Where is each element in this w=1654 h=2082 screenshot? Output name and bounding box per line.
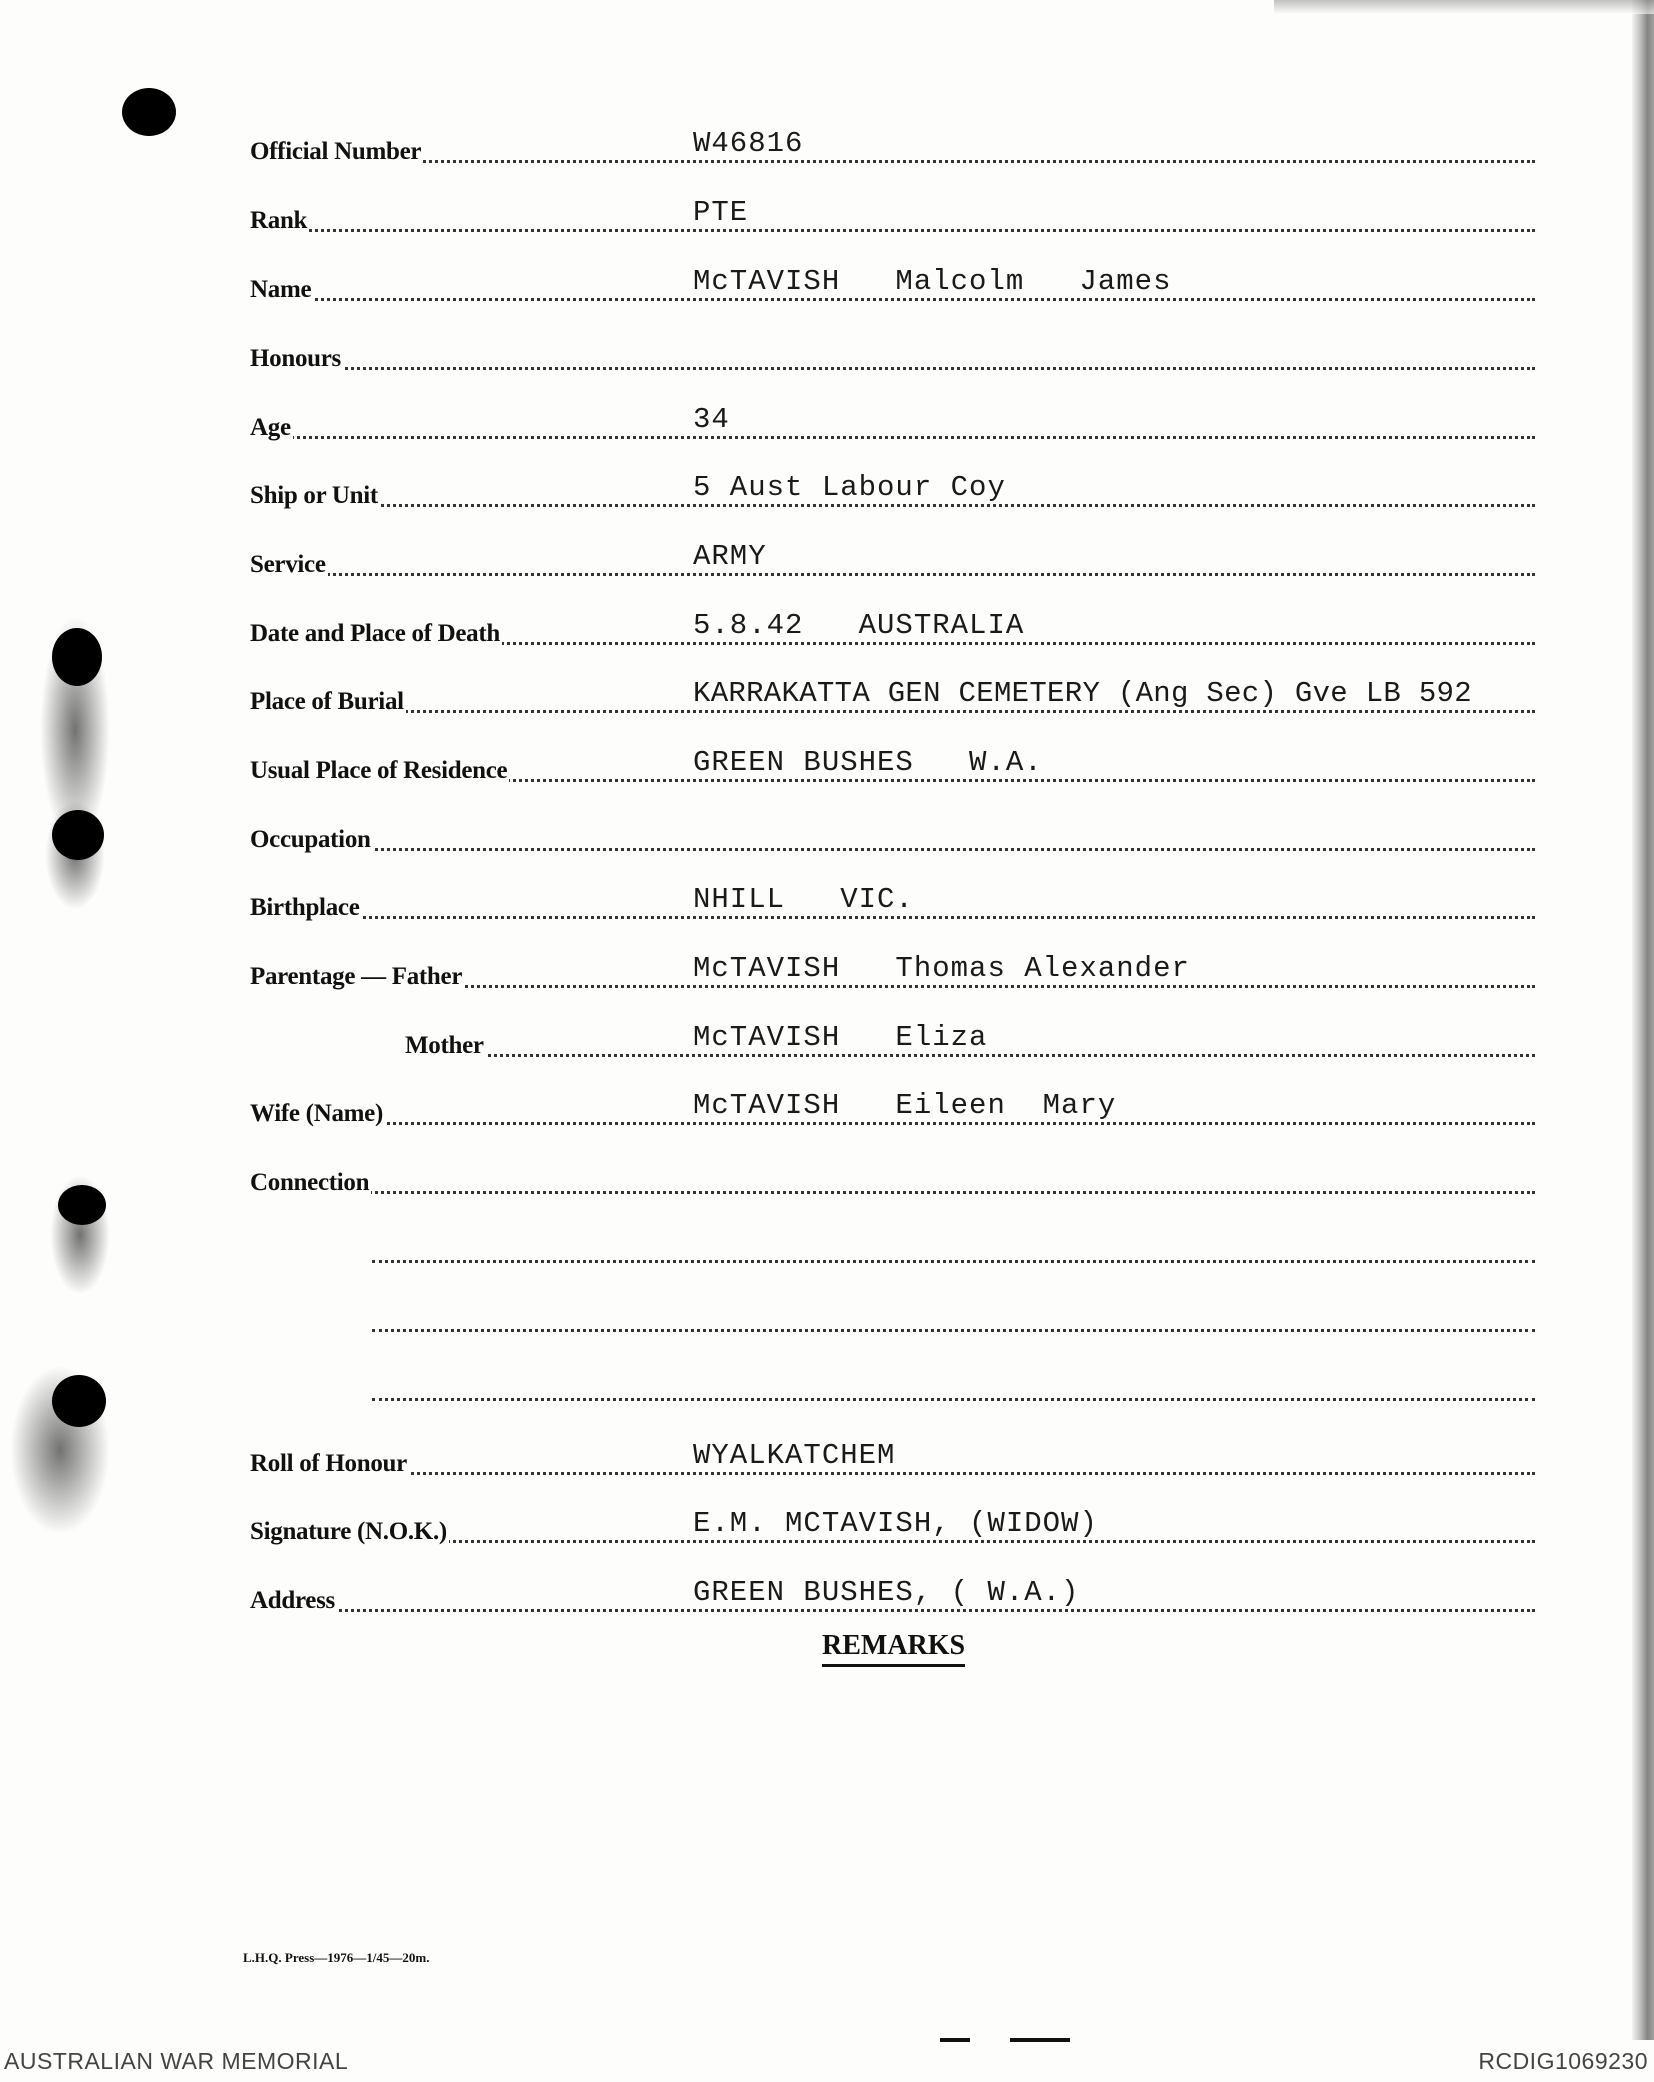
field-label: Signature (N.O.K.) — [250, 1518, 447, 1545]
field-ship-or-unit — [250, 456, 1535, 516]
blank-line — [250, 1212, 1535, 1272]
field-label: Official Number — [250, 138, 422, 165]
dotted-leader — [250, 710, 1535, 713]
scan-mark — [940, 2038, 970, 2042]
dotted-leader — [250, 573, 1535, 576]
dotted-leader — [250, 160, 1535, 163]
field-value: McTAVISH Thomas Alexander — [693, 952, 1190, 985]
field-address — [250, 1561, 1535, 1621]
punch-hole — [52, 810, 104, 860]
field-value: GREEN BUSHES, ( W.A.) — [693, 1576, 1080, 1609]
field-roll-of-honour — [250, 1424, 1535, 1484]
field-label: Rank — [250, 207, 308, 234]
credit-institution: AUSTRALIAN WAR MEMORIAL — [4, 2048, 349, 2074]
field-label: Address — [250, 1587, 335, 1614]
field-label: Roll of Honour — [250, 1450, 407, 1477]
field-value: WYALKATCHEM — [693, 1439, 896, 1472]
field-rank — [250, 181, 1535, 241]
field-honours — [250, 319, 1535, 379]
field-label: Ship or Unit — [250, 482, 378, 509]
dotted-leader — [250, 298, 1535, 301]
punch-hole — [122, 88, 176, 136]
field-value: E.M. MCTAVISH, (WIDOW) — [693, 1507, 1098, 1540]
field-label: Usual Place of Residence — [250, 757, 508, 784]
dotted-leader — [250, 504, 1535, 507]
field-occupation — [250, 800, 1535, 860]
dotted-leader — [372, 1329, 1535, 1332]
field-label: Age — [250, 414, 291, 441]
field-service — [250, 525, 1535, 585]
dotted-leader — [250, 1472, 1535, 1475]
dotted-leader — [250, 229, 1535, 232]
field-date-place-of-death — [250, 594, 1535, 654]
dotted-leader — [250, 848, 1535, 851]
field-signature-nok — [250, 1492, 1535, 1552]
punch-hole — [58, 1185, 106, 1225]
field-label: Name — [250, 276, 312, 303]
credit-record-id: RCDIG1069230 — [1478, 2048, 1648, 2074]
field-label: Connection — [250, 1169, 370, 1196]
field-label: Occupation — [250, 826, 371, 853]
dotted-leader — [250, 436, 1535, 439]
field-age — [250, 388, 1535, 448]
field-label: Honours — [250, 345, 341, 372]
blank-line — [250, 1281, 1535, 1341]
remarks-heading: REMARKS — [822, 1630, 965, 1667]
scan-mark — [1010, 2038, 1070, 2042]
field-value: GREEN BUSHES W.A. — [693, 746, 1043, 779]
blank-line — [250, 1350, 1535, 1410]
print-code: L.H.Q. Press—1976—1/45—20m. — [243, 1950, 430, 1965]
dotted-leader — [405, 1054, 1535, 1057]
field-value: McTAVISH Malcolm James — [693, 265, 1172, 298]
field-value: ARMY — [693, 540, 767, 573]
field-value: KARRAKATTA GEN CEMETERY (Ang Sec) Gve LB 592 — [693, 677, 1472, 710]
field-value: McTAVISH Eileen Mary — [693, 1089, 1117, 1122]
field-value: PTE — [693, 196, 749, 229]
scan-edge-top — [1274, 0, 1654, 14]
punch-hole — [52, 1375, 106, 1427]
field-value: W46816 — [693, 127, 804, 160]
field-value: McTAVISH Eliza — [693, 1021, 988, 1054]
field-value: 5.8.42 AUSTRALIA — [693, 609, 1025, 642]
field-label: Place of Burial — [250, 688, 404, 715]
dotted-leader — [372, 1260, 1535, 1263]
scan-edge-right — [1632, 0, 1654, 2040]
dotted-leader — [250, 1122, 1535, 1125]
field-label: Mother — [405, 1032, 484, 1059]
field-label: Wife (Name) — [250, 1100, 383, 1127]
field-wife-name — [250, 1074, 1535, 1134]
dotted-leader — [250, 916, 1535, 919]
field-name — [250, 250, 1535, 310]
field-official-number — [250, 112, 1535, 172]
field-birthplace — [250, 868, 1535, 928]
dotted-leader — [250, 367, 1535, 370]
dotted-leader — [250, 1609, 1535, 1612]
field-parentage-mother — [250, 1006, 1535, 1066]
field-value: NHILL VIC. — [693, 883, 914, 916]
punch-hole — [52, 628, 102, 686]
field-label: Birthplace — [250, 894, 360, 921]
field-label: Parentage — Father — [250, 963, 463, 990]
field-connection — [250, 1143, 1535, 1203]
field-label: Date and Place of Death — [250, 620, 500, 647]
field-usual-residence — [250, 731, 1535, 791]
field-parentage-father — [250, 937, 1535, 997]
field-value: 5 Aust Labour Coy — [693, 471, 1006, 504]
dotted-leader — [250, 1191, 1535, 1194]
dotted-leader — [372, 1398, 1535, 1401]
field-value: 34 — [693, 403, 730, 436]
field-place-of-burial — [250, 662, 1535, 722]
field-label: Service — [250, 551, 326, 578]
